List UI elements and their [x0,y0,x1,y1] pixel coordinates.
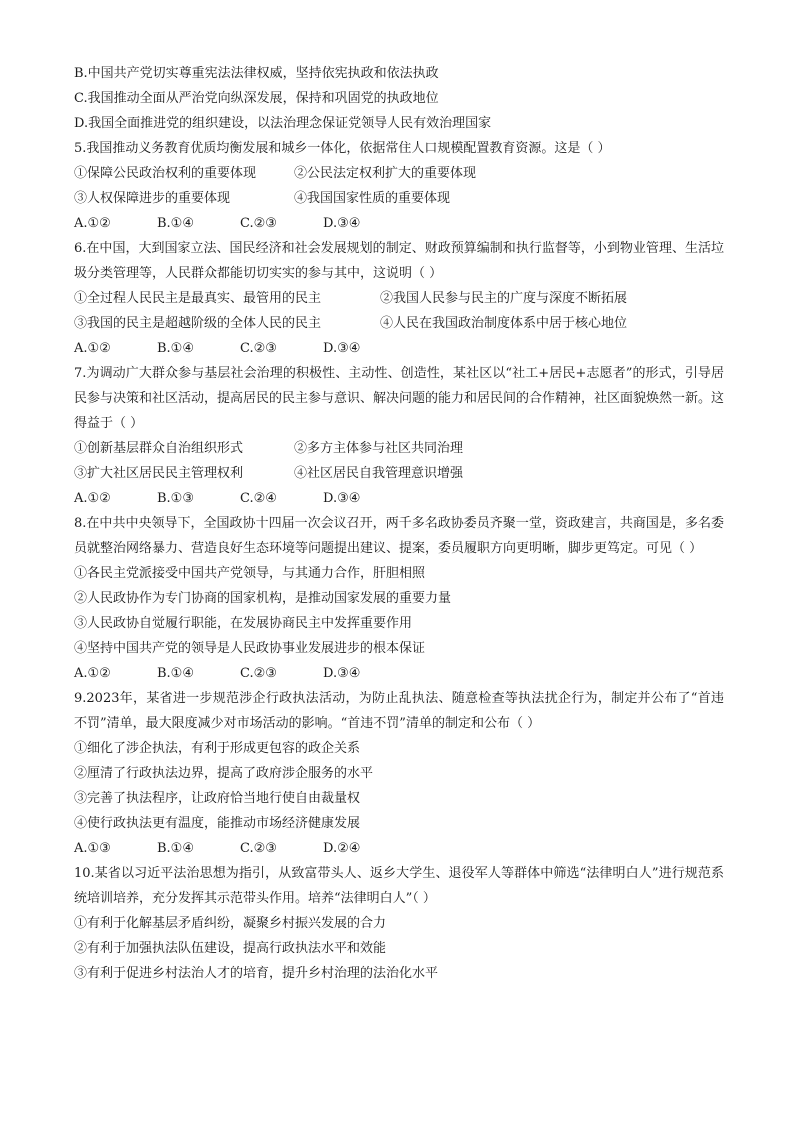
q5-choice-c[interactable]: C.②③ [240,216,277,231]
q5-statements-row-2 [74,186,724,211]
q9-choices [74,836,724,861]
q9-choice-c[interactable]: C.②③ [240,841,277,856]
q5-statements-row-1 [74,161,724,186]
q5-statement-4: ④我国国家性质的重要体现 [294,191,451,206]
q10-stem: 10.某省以习近平法治思想为指引，从致富带头人、返乡大学生、退役军人等群体中筛选“法律明白人”进行规范系统培训培养，充分发挥其示范带头作用。培养“法律明白人”（ ） [74,866,724,906]
q6-choice-d[interactable]: D.③④ [323,341,361,356]
q7-statement-1: ①创新基层群众自治组织形式 [74,441,244,456]
q8-statement-1: ①各民主党派接受中国共产党领导，与其通力合作，肝胆相照 [74,566,426,581]
q7-choices [74,486,724,511]
q5-choices [74,211,724,236]
q7-choice-b[interactable]: B.①③ [157,491,194,506]
q7-choice-c[interactable]: C.②④ [240,491,277,506]
q6-choice-a[interactable]: A.①② [74,341,111,356]
q6-statement-1: ①全过程人民民主是最真实、最管用的民主 [74,291,322,306]
q9-statement-3: ③完善了执法程序，让政府恰当地行使自由裁量权 [74,791,361,806]
q5-choice-b[interactable]: B.①④ [157,216,194,231]
q8-choice-b[interactable]: B.①④ [157,666,194,681]
q7-choice-a[interactable]: A.①② [74,491,111,506]
q9-statement-1: ①细化了涉企执法，有利于形成更包容的政企关系 [74,741,361,756]
q9-choice-b[interactable]: B.①④ [157,841,194,856]
q4-option-b[interactable]: B.中国共产党切实尊重宪法法律权威，坚持依宪执政和依法执政 [74,66,439,81]
q6-statement-3: ③我国的民主是超越阶级的全体人民的民主 [74,316,322,331]
q5-stem: 5.我国推动义务教育优质均衡发展和城乡一体化，依据常住人口规模配置教育资源。这是（ ） [74,141,611,156]
q8-choice-d[interactable]: D.③④ [323,666,361,681]
q7-statements-row-1 [74,436,724,461]
q5-statement-3: ③人权保障进步的重要体现 [74,191,231,206]
q7-choice-d[interactable]: D.③④ [323,491,361,506]
q6-choices [74,336,724,361]
q10-statement-1: ①有利于化解基层矛盾纠纷，凝聚乡村振兴发展的合力 [74,916,387,931]
q10-statement-3: ③有利于促进乡村法治人才的培育，提升乡村治理的法治化水平 [74,966,439,981]
q5-choice-d[interactable]: D.③④ [323,216,361,231]
q10-statement-2: ②有利于加强执法队伍建设，提高行政执法水平和效能 [74,941,387,956]
q5-statement-2: ②公民法定权利扩大的重要体现 [294,166,477,181]
q4-option-d[interactable]: D.我国全面推进党的组织建设，以法治理念保证党领导人民有效治理国家 [74,116,492,131]
q8-choice-a[interactable]: A.①② [74,666,111,681]
q7-statements-row-2 [74,461,724,486]
q8-statement-4: ④坚持中国共产党的领导是人民政协事业发展进步的根本保证 [74,641,426,656]
q9-statement-4: ④使行政执法更有温度，能推动市场经济健康发展 [74,816,361,831]
q7-statement-2: ②多方主体参与社区共同治理 [294,441,464,456]
q7-statement-4: ④社区居民自我管理意识增强 [294,466,464,481]
q8-statement-2: ②人民政协作为专门协商的国家机构，是推动国家发展的重要力量 [74,591,452,606]
q6-statement-4: ④人民在我国政治制度体系中居于核心地位 [380,316,628,331]
q9-stem: 9.2023年，某省进一步规范涉企行政执法活动，为防止乱执法、随意检查等执法扰企行为，制定并公布了“首违不罚”清单，最大限度减少对市场活动的影响。“首违不罚”清单的制定和公布（ ） [74,691,724,731]
q7-stem: 7.为调动广大群众参与基层社会治理的积极性、主动性、创造性，某社区以“社工+居民+志愿者”的形式，引导居民参与决策和社区活动，提高居民的民主参与意识、解决问题的能力和居民间的合作精神，社区面貌焕然一新。这得益于（ ） [74,366,725,431]
q5-statement-1: ①保障公民政治权利的重要体现 [74,166,257,181]
q6-choice-b[interactable]: B.①④ [157,341,194,356]
q5-choice-a[interactable]: A.①② [74,216,111,231]
q9-choice-d[interactable]: D.②④ [323,841,361,856]
q6-stem: 6.在中国，大到国家立法、国民经济和社会发展规划的制定、财政预算编制和执行监督等，小到物业管理、生活垃圾分类管理等，人民群众都能切切实实的参与其中，这说明（ ） [74,241,724,281]
q9-statement-2: ②厘清了行政执法边界，提高了政府涉企服务的水平 [74,766,374,781]
q4-option-c[interactable]: C.我国推动全面从严治党向纵深发展，保持和巩固党的执政地位 [74,91,439,106]
q8-choice-c[interactable]: C.②③ [240,666,277,681]
q8-stem: 8.在中共中央领导下，全国政协十四届一次会议召开，两千多名政协委员齐聚一堂，资政建言，共商国是，多名委员就整治网络暴力、营造良好生态环境等问题提出建议、提案，委员履职方向更明晰，脚步更笃定。可见（ ） [74,516,724,556]
exam-page [74,61,724,986]
q8-choices [74,661,724,686]
q6-statements-row-2 [74,311,724,336]
q6-statements-row-1 [74,286,724,311]
q6-statement-2: ②我国人民参与民主的广度与深度不断拓展 [380,291,628,306]
q9-choice-a[interactable]: A.①③ [74,841,111,856]
q6-choice-c[interactable]: C.②③ [240,341,277,356]
q7-statement-3: ③扩大社区居民民主管理权利 [74,466,244,481]
q8-statement-3: ③人民政协自觉履行职能，在发展协商民主中发挥重要作用 [74,616,413,631]
